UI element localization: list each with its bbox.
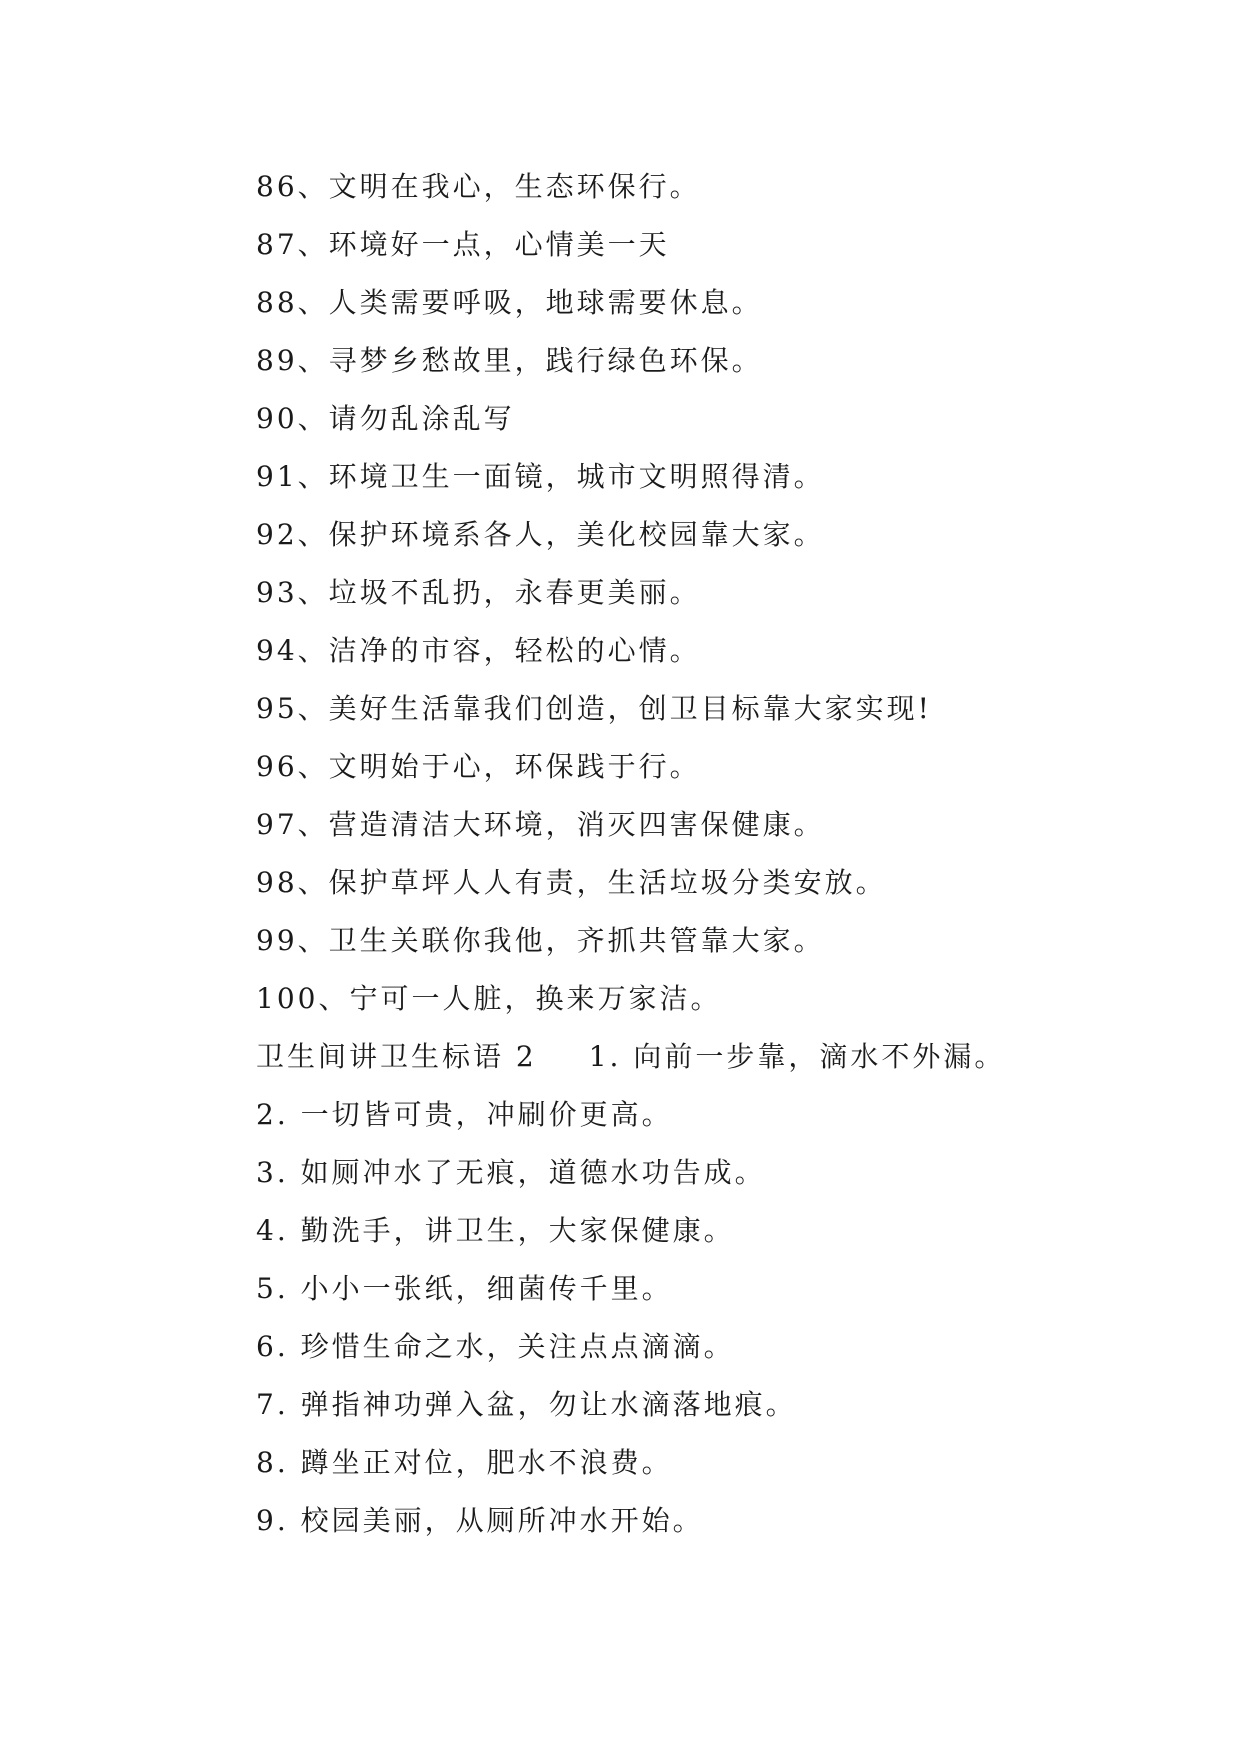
section-title: 卫生间讲卫生标语 2 — [256, 1040, 537, 1073]
toilet-slogan-line: 2. 一切皆可贵，冲刷价更高。 — [256, 1098, 673, 1131]
slogan-line: 87、环境好一点，心情美一天 — [256, 228, 670, 261]
toilet-slogan-line: 7. 弹指神功弹入盆，勿让水滴落地痕。 — [256, 1388, 797, 1421]
toilet-slogan-line: 4. 勤洗手，讲卫生，大家保健康。 — [256, 1214, 735, 1247]
toilet-slogan-line: 3. 如厕冲水了无痕，道德水功告成。 — [256, 1156, 766, 1189]
slogan-line: 92、保护环境系各人，美化校园靠大家。 — [256, 518, 825, 551]
slogan-line: 95、美好生活靠我们创造，创卫目标靠大家实现! — [256, 692, 932, 725]
slogan-line: 97、营造清洁大环境，消灭四害保健康。 — [256, 808, 825, 841]
toilet-slogan-line: 6. 珍惜生命之水，关注点点滴滴。 — [256, 1330, 735, 1363]
toilet-slogan-line: 9. 校园美丽，从厕所冲水开始。 — [256, 1504, 704, 1537]
slogan-line: 88、人类需要呼吸，地球需要休息。 — [256, 286, 763, 319]
slogan-line: 89、寻梦乡愁故里，践行绿色环保。 — [256, 344, 763, 377]
slogan-line: 94、洁净的市容，轻松的心情。 — [256, 634, 701, 667]
slogan-line: 98、保护草坪人人有责，生活垃圾分类安放。 — [256, 866, 887, 899]
section-heading-line — [256, 1028, 1156, 1086]
slogan-line: 90、请勿乱涂乱写 — [256, 402, 515, 435]
slogan-line: 86、文明在我心，生态环保行。 — [256, 170, 701, 203]
section-first-item: 1. 向前一步靠，滴水不外漏。 — [588, 1040, 1006, 1073]
toilet-slogan-line: 5. 小小一张纸，细菌传千里。 — [256, 1272, 673, 1305]
slogan-line: 96、文明始于心，环保践于行。 — [256, 750, 701, 783]
toilet-slogan-line: 8. 蹲坐正对位，肥水不浪费。 — [256, 1446, 673, 1479]
slogan-line: 93、垃圾不乱扔，永春更美丽。 — [256, 576, 701, 609]
slogan-list — [256, 158, 1156, 1550]
slogan-line: 91、环境卫生一面镜，城市文明照得清。 — [256, 460, 825, 493]
slogan-line: 99、卫生关联你我他，齐抓共管靠大家。 — [256, 924, 825, 957]
slogan-line: 100、宁可一人脏，换来万家洁。 — [256, 982, 722, 1015]
